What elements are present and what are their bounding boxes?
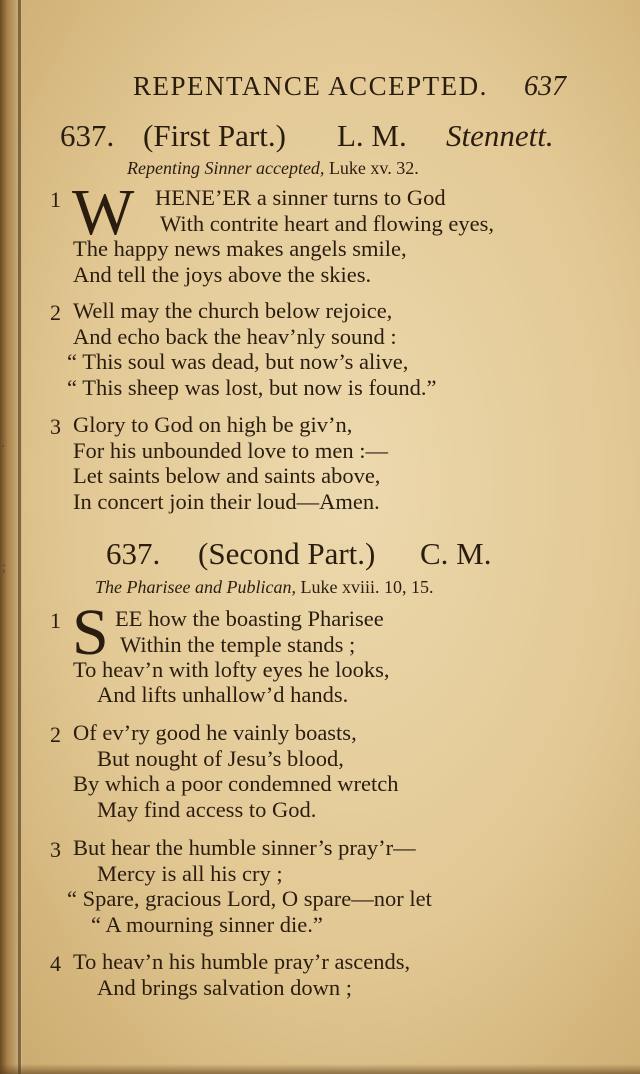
hymn-meter: C. M. (420, 536, 492, 571)
verse-line: Within the temple stands ; (120, 632, 356, 657)
verse-line: “ This sheep was lost, but now is found.” (67, 375, 437, 400)
verse-line: “ Spare, gracious Lord, O spare—nor let (67, 886, 432, 911)
verse-line: And tell the joys above the skies. (73, 262, 372, 287)
verse-line: By which a poor condemned wretch (73, 771, 399, 796)
verse-line: But nought of Jesu’s blood, (97, 746, 344, 771)
hymn-part: (Second Part.) (198, 536, 376, 571)
verse-line: And brings salvation down ; (97, 975, 352, 1000)
page-number: 637 (524, 71, 566, 102)
verse-line: Let saints below and saints above, (73, 463, 381, 488)
verse-line: For his unbounded love to men :— (73, 438, 388, 463)
verse-line: Well may the church below rejoice, (73, 298, 393, 323)
margin-mark: ; (2, 560, 6, 575)
stanza-number: 3 (50, 414, 61, 439)
subtitle-title: Repenting Sinner accepted, (127, 158, 325, 178)
hymn-subtitle (127, 158, 419, 179)
subtitle-title: The Pharisee and Publican, (95, 577, 296, 597)
verse-line: With contrite heart and flowing eyes, (160, 211, 494, 236)
verse-line: Mercy is all his cry ; (97, 861, 283, 886)
hymn-part: (First Part.) (143, 118, 286, 153)
verse-line: “ A mourning sinner die.” (91, 912, 323, 937)
stanza-number: 2 (50, 300, 61, 325)
margin-mark: · (1, 440, 6, 455)
verse-line: HENE’ER a sinner turns to God (155, 185, 446, 210)
scripture-reference: Luke xv. 32. (328, 158, 419, 178)
verse-line: May find access to God. (97, 797, 317, 822)
hymn-meter: L. M. (337, 118, 407, 153)
hymn-number: 637. (106, 536, 161, 571)
verse-line: To heav’n with lofty eyes he looks, (73, 657, 390, 682)
running-head: REPENTANCE ACCEPTED. (133, 71, 488, 101)
verse-line: Glory to God on high be giv’n, (73, 412, 353, 437)
verse-line: And echo back the heav’nly sound : (73, 324, 397, 349)
verse-line: “ This soul was dead, but now’s alive, (67, 349, 409, 374)
drop-cap: S (72, 596, 109, 669)
stanza-number: 4 (50, 951, 61, 976)
verse-line: EE how the boasting Pharisee (115, 606, 384, 631)
hymn-subtitle (95, 577, 433, 598)
stanza-number: 1 (50, 608, 61, 633)
stanza-number: 3 (50, 837, 61, 862)
page-bottom-edge (0, 1064, 640, 1074)
hymn-number: 637. (60, 118, 115, 153)
scripture-reference: Luke xviii. 10, 15. (300, 577, 434, 597)
verse-line: And lifts unhallow’d hands. (97, 682, 349, 707)
hymn-author: Stennett. (446, 118, 554, 153)
verse-line: Of ev’ry good he vainly boasts, (73, 720, 357, 745)
verse-line: In concert join their loud—Amen. (73, 489, 380, 514)
spine-edge (18, 0, 21, 1074)
verse-line: The happy news makes angels smile, (73, 236, 407, 261)
stanza-number: 2 (50, 722, 61, 747)
drop-cap: W (72, 176, 135, 249)
stanza-number: 1 (50, 187, 61, 212)
verse-line: To heav’n his humble pray’r ascends, (73, 949, 411, 974)
verse-line: But hear the humble sinner’s pray’r— (73, 835, 416, 860)
